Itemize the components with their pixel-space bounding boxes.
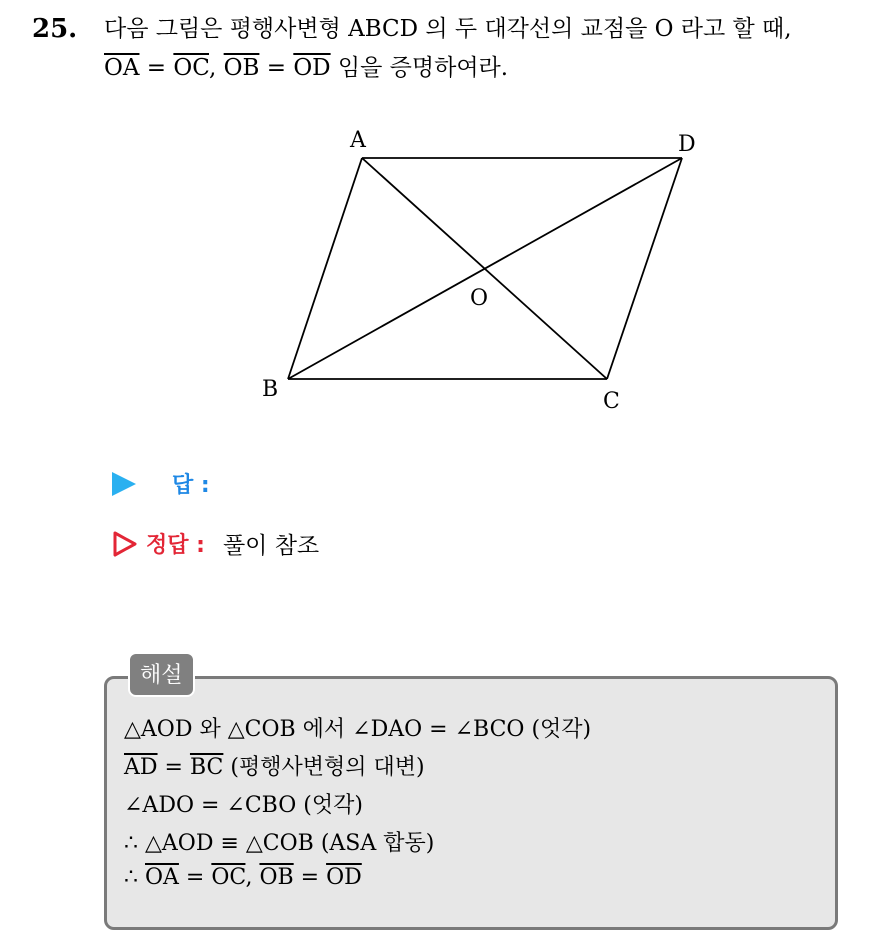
therefore-sign: ∴: [124, 865, 145, 890]
vertex-label-c: C: [603, 389, 620, 414]
question-text-line-1: 다음 그림은 평행사변형 ABCD 의 두 대각선의 교점을 O 라고 할 때,: [104, 16, 792, 42]
equals-sign: =: [293, 865, 327, 890]
question-tail: 임을 증명하여라.: [330, 55, 509, 81]
parallelogram-figure: [250, 120, 730, 420]
segment-ob: $\overline{OB}$: [259, 865, 294, 890]
side-dc: [607, 158, 682, 379]
segment-oc: $\overline{OC}$: [173, 55, 210, 81]
center-label-o: O: [470, 286, 489, 311]
blue-triangle-icon: [112, 472, 136, 496]
segment-oc: $\overline{OC}$: [211, 865, 246, 890]
segment-oa: $\overline{OA}$: [145, 865, 179, 890]
segment-od: $\overline{OD}$: [293, 55, 331, 81]
solution-line-5: [124, 865, 362, 890]
correct-answer-row: [112, 527, 319, 560]
side-ab: [288, 158, 362, 379]
solution-line-1: △AOD 와 △COB 에서 ∠DAO = ∠BCO (엇각): [124, 717, 592, 742]
solution-line-4: ∴ △AOD ≡ △COB (ASA 합동): [124, 831, 435, 856]
solution-line-2: [124, 750, 425, 781]
solution-tag: 해설: [128, 652, 195, 697]
comma: ,: [245, 865, 260, 890]
vertex-label-a: A: [350, 128, 366, 153]
equals-sign: =: [259, 55, 294, 81]
diagonal-bd: [288, 158, 682, 379]
equals-sign: =: [178, 865, 212, 890]
red-outline-triangle-icon: [112, 530, 138, 558]
solution-line-3: ∠ADO = ∠CBO (엇각): [124, 793, 363, 818]
segment-oa: $\overline{OA}$: [104, 55, 140, 81]
vertex-label-b: B: [262, 377, 279, 402]
question-text-line-2: [104, 54, 508, 82]
segment-bc: $\overline{BC}$: [189, 755, 224, 780]
segment-od: $\overline{OD}$: [326, 865, 362, 890]
answer-label: 답 :: [172, 473, 210, 498]
comma: ,: [209, 55, 224, 81]
correct-answer-text: 풀이 참조: [222, 533, 320, 559]
equals-sign: =: [139, 55, 174, 81]
answer-row: [112, 468, 210, 499]
segment-ob: $\overline{OB}$: [223, 55, 260, 81]
question-number: 25.: [32, 14, 78, 44]
segment-ad: $\overline{AD}$: [124, 755, 158, 780]
solution-line-2-tail: (평행사변형의 대변): [223, 755, 425, 780]
correct-answer-label: 정답 :: [146, 533, 205, 558]
equals-sign: =: [157, 755, 190, 780]
vertex-label-d: D: [678, 132, 696, 157]
